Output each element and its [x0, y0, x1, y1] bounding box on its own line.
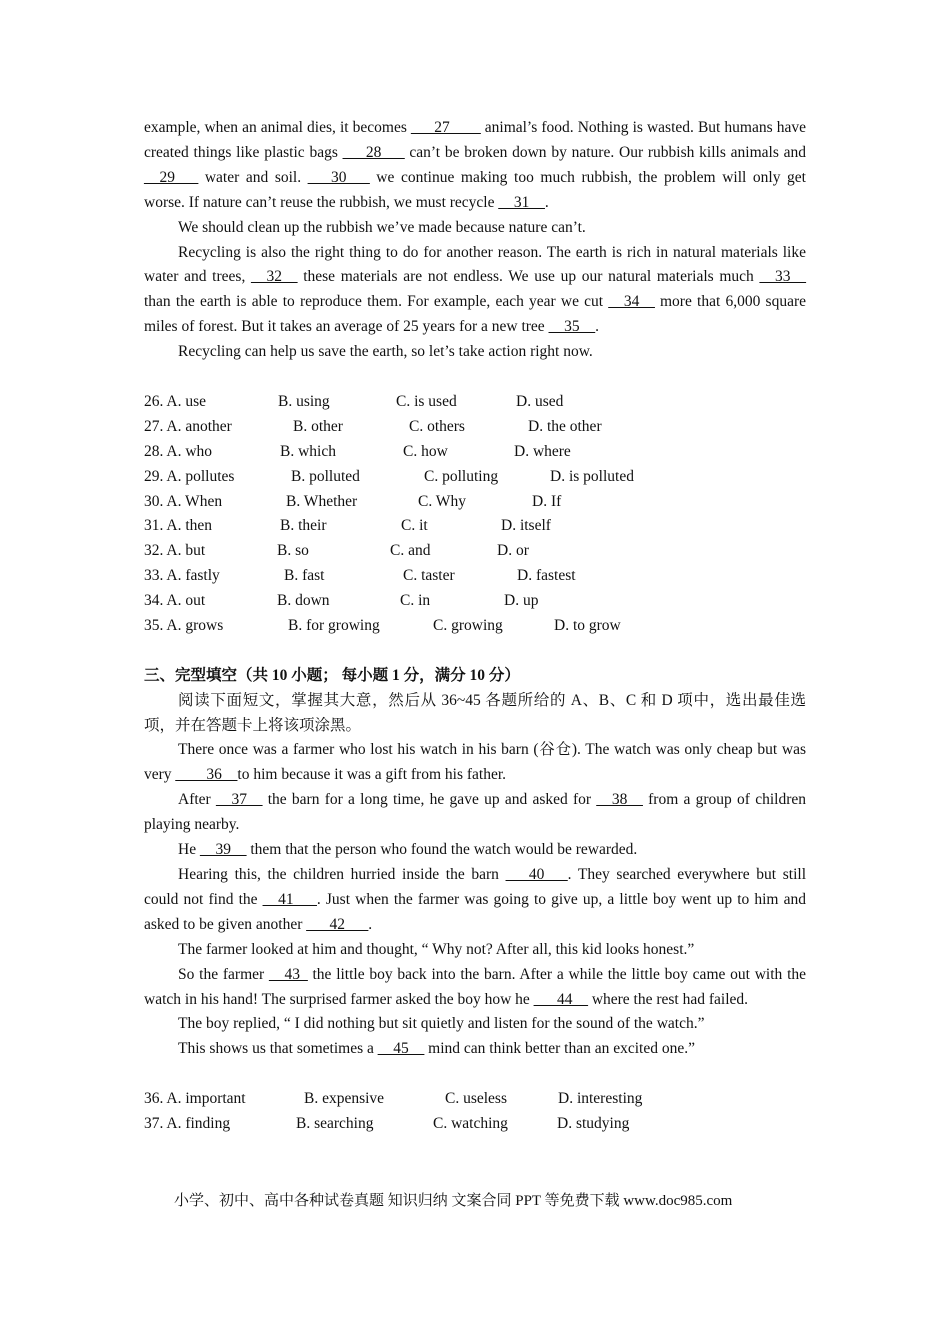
- option-choice: C. it: [401, 517, 428, 535]
- blank: ___40___: [505, 866, 568, 883]
- exam-page: [144, 116, 806, 1137]
- blank: ___28___: [342, 143, 405, 161]
- text-run: This shows us that sometimes a: [178, 1040, 378, 1058]
- text-run: water and soil.: [198, 168, 308, 186]
- section-instruction: 阅读下面短文，掌握其大意，然后从 36~45 各题所给的 A、B、C 和 D 项中，选出最佳选项，并在答题卡上将该项涂黑。: [144, 691, 806, 734]
- option-choice: 27. A. another: [144, 417, 232, 435]
- text-run: we continue making too much rubbish, the problem will only get worse. If nature can’t reuse the rubbish, we must recycle: [144, 168, 806, 211]
- option-choice: D. itself: [501, 517, 551, 535]
- text-run: the little boy back into the barn. After a while the little boy came out with the watch in his hand! The surprised farmer asked the boy how he: [144, 965, 807, 1008]
- option-choice: 37. A. finding: [144, 1115, 231, 1133]
- paragraph: [144, 216, 806, 241]
- text-run: He: [178, 841, 200, 859]
- blank: __34__: [608, 293, 655, 311]
- option-choice: D. the other: [528, 417, 602, 435]
- text-run: than the earth is able to reproduce them. For example, each year we cut: [144, 293, 609, 311]
- text-run: them that the person who found the watch would be rewarded.: [246, 841, 638, 859]
- option-choice: 28. A. who: [144, 442, 213, 460]
- option-choice: B. searching: [296, 1115, 374, 1133]
- text-run: So the farmer: [178, 965, 269, 983]
- option-choice: B. expensive: [304, 1090, 385, 1108]
- option-choice: 29. A. pollutes: [144, 467, 235, 485]
- option-choice: B. so: [277, 542, 309, 560]
- text-run: these materials are not endless. We use up our natural materials much: [297, 268, 760, 286]
- option-choice: B. using: [278, 392, 330, 410]
- text-run: Recycling is also the right thing to do for another reason. The earth is rich in natural materials like water and trees,: [144, 243, 806, 286]
- option-row: [144, 440, 806, 465]
- text-run: .: [544, 193, 549, 211]
- option-choice: B. Whether: [286, 492, 358, 510]
- option-choice: C. Why: [418, 492, 466, 510]
- option-row: [144, 415, 806, 440]
- blank: ___42___: [306, 915, 369, 933]
- text-run: the barn for a long time, he gave up and asked for: [262, 791, 597, 809]
- blank: __35__: [548, 318, 596, 336]
- option-choice: D. fastest: [517, 567, 576, 585]
- option-choice: D. or: [497, 542, 529, 560]
- text-run: to him because it was a gift from his father.: [237, 766, 507, 784]
- text-run: example, when an animal dies, it becomes: [144, 119, 411, 136]
- paragraph: [144, 738, 806, 788]
- blank: __41___: [262, 890, 317, 908]
- text-run: more that 6,000 square miles of forest. But it takes an average of 25 years for a new tree: [144, 293, 806, 336]
- blank: __32__: [251, 268, 298, 286]
- option-choice: B. fast: [284, 567, 325, 585]
- paragraph: [144, 788, 806, 838]
- blank: __31__: [498, 193, 545, 211]
- option-choice: C. others: [409, 417, 465, 435]
- options-26-35: [144, 390, 806, 639]
- option-choice: C. and: [390, 542, 431, 560]
- blank: ___27____: [410, 119, 481, 136]
- text-run: .: [368, 915, 373, 933]
- option-choice: D. If: [532, 492, 562, 510]
- option-choice: 34. A. out: [144, 592, 206, 610]
- text-run: . They searched everywhere but still could not find the: [144, 866, 807, 908]
- option-choice: B. their: [280, 517, 327, 535]
- option-row: [144, 1112, 806, 1137]
- spacer: [144, 639, 806, 664]
- option-choice: C. in: [400, 592, 431, 610]
- text-run: can’t be broken down by nature. Our rubbish kills animals and: [404, 143, 807, 161]
- blank: __33__: [759, 268, 806, 286]
- option-choice: D. where: [514, 442, 571, 460]
- blank: __37__: [215, 791, 263, 809]
- paragraph: [144, 116, 806, 216]
- option-row: [144, 514, 806, 539]
- option-choice: D. interesting: [558, 1090, 643, 1108]
- option-choice: D. to grow: [554, 616, 621, 634]
- option-row: [144, 490, 806, 515]
- option-row: [144, 1087, 806, 1112]
- option-choice: 26. A. use: [144, 392, 206, 410]
- blank: ____36__: [175, 766, 238, 784]
- option-choice: 30. A. When: [144, 492, 223, 510]
- text-run: There once was a farmer who lost his watch in his barn (谷仓). The watch was only cheap but was very: [144, 741, 806, 784]
- paragraph: [144, 963, 806, 1013]
- option-row: [144, 564, 806, 589]
- paragraph: [144, 340, 806, 365]
- option-choice: B. other: [293, 417, 343, 435]
- option-row: [144, 465, 806, 490]
- spacer: [144, 365, 806, 390]
- option-choice: C. watching: [433, 1115, 508, 1133]
- passage-farmer-watch: [144, 738, 806, 1062]
- option-choice: C. growing: [433, 616, 503, 634]
- option-choice: C. how: [403, 442, 448, 460]
- option-choice: C. polluting: [424, 467, 499, 485]
- option-choice: B. down: [277, 592, 330, 610]
- blank: __39__: [199, 841, 247, 859]
- blank: ___44__: [533, 990, 588, 1008]
- option-choice: D. up: [504, 592, 539, 610]
- paragraph: [144, 1037, 806, 1062]
- blank: __45__: [377, 1040, 425, 1058]
- option-row: [144, 614, 806, 639]
- options-36-37: [144, 1087, 806, 1137]
- option-row: [144, 539, 806, 564]
- paragraph: [144, 241, 806, 341]
- blank: __38__: [596, 791, 643, 809]
- option-row: [144, 390, 806, 415]
- option-choice: 31. A. then: [144, 517, 213, 535]
- option-row: [144, 589, 806, 614]
- text-run: . Just when the farmer was going to give up, a little boy went up to him and asked to be given another: [144, 890, 806, 933]
- option-choice: C. is used: [396, 392, 457, 410]
- text-run: .: [595, 318, 599, 336]
- option-choice: B. for growing: [288, 616, 380, 634]
- option-choice: C. taster: [403, 567, 455, 585]
- option-choice: D. is polluted: [550, 467, 634, 485]
- option-choice: D. studying: [557, 1115, 630, 1133]
- option-choice: B. polluted: [291, 467, 360, 485]
- option-choice: C. useless: [445, 1090, 507, 1108]
- option-choice: 33. A. fastly: [144, 567, 220, 585]
- text-run: We should clean up the rubbish we’ve made because nature can’t.: [178, 218, 586, 236]
- text-run: animal’s food. Nothing is wasted. But humans have created things like plastic bags: [144, 119, 806, 161]
- option-choice: 36. A. important: [144, 1090, 246, 1108]
- paragraph: [144, 838, 806, 863]
- text-run: The farmer looked at him and thought, “ Why not? After all, this kid looks honest.”: [178, 940, 695, 958]
- paragraph: [144, 938, 806, 963]
- section-title: 三、完型填空（共 10 小题； 每小题 1 分，满分 10 分）: [144, 666, 520, 684]
- blank: ___30___: [307, 168, 370, 186]
- text-run: from a group of children playing nearby.: [144, 791, 807, 834]
- text-run: where the rest had failed.: [587, 990, 749, 1008]
- footer-text: 小学、初中、高中各种试卷真题 知识归纳 文案合同 PPT 等免费下载 www.doc985.com: [174, 1193, 733, 1209]
- text-run: The boy replied, “ I did nothing but sit quietly and listen for the sound of the watch.”: [178, 1015, 705, 1033]
- option-choice: B. which: [280, 442, 336, 460]
- blank: __29___: [144, 168, 199, 186]
- option-choice: 32. A. but: [144, 542, 206, 560]
- text-run: mind can think better than an excited one.”: [424, 1040, 696, 1058]
- text-run: Recycling can help us save the earth, so let’s take action right now.: [178, 343, 593, 361]
- blank: __43_: [268, 965, 308, 983]
- text-run: Hearing this, the children hurried inside the barn: [178, 866, 506, 883]
- option-choice: 35. A. grows: [144, 616, 224, 634]
- option-choice: D. used: [516, 392, 564, 410]
- spacer: [144, 1062, 806, 1087]
- paragraph: [144, 1012, 806, 1037]
- text-run: After: [178, 791, 216, 809]
- paragraph: [144, 863, 806, 938]
- passage-recycling: [144, 116, 806, 365]
